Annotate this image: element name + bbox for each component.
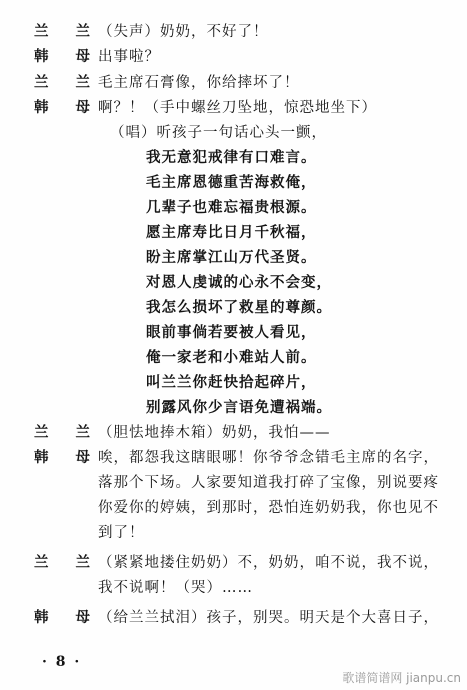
speaker-label: 兰 兰 xyxy=(34,23,102,40)
verse-line: 叫兰兰你赶快拾起碎片， xyxy=(146,374,317,391)
speaker-label: 韩 母 xyxy=(34,99,102,116)
verse-line: 盼主席掌江山万代圣贤。 xyxy=(146,249,317,266)
watermark: 歌谱简谱网 jianpu.cn xyxy=(342,671,461,685)
dialog-line: （失声）奶奶，不好了！ xyxy=(98,24,269,40)
speaker-label: 韩 母 xyxy=(34,48,102,65)
verse-line: 毛主席恩德重苦海救俺， xyxy=(146,174,317,191)
page-number: · 8 · xyxy=(42,654,82,670)
dialog-continuation: 我不说啊！（哭）…… xyxy=(98,580,253,596)
dialog-line: 毛主席石膏像，你给摔坏了！ xyxy=(98,75,300,91)
verse-line: 俺一家老和小难站人前。 xyxy=(146,349,317,366)
speaker-label: 韩 母 xyxy=(34,449,102,466)
dialog-line: （给兰兰拭泪）孩子，别哭。明天是个大喜日子， xyxy=(98,610,439,626)
verse-line: 别露风你少言语免遭祸端。 xyxy=(146,399,332,416)
dialog-line: 唉，都怨我这瞎眼哪！你爷爷念错毛主席的名字， xyxy=(98,450,439,466)
verse-line: 几辈子也难忘福贵根源。 xyxy=(146,199,317,216)
dialog-line: （紧紧地搂住奶奶）不，奶奶，咱不说，我不说， xyxy=(98,555,439,571)
sung-intro-line: （唱）听孩子一句话心头一颤， xyxy=(110,125,327,141)
speaker-label: 兰 兰 xyxy=(34,74,102,91)
dialog-line: 出事啦？ xyxy=(98,49,160,65)
dialog-line: （胆怯地捧木箱）奶奶，我怕—— xyxy=(98,425,331,441)
speaker-label: 兰 兰 xyxy=(34,554,102,571)
verse-line: 对恩人虔诚的心永不会变， xyxy=(146,274,332,291)
speaker-label: 韩 母 xyxy=(34,609,102,626)
dialog-continuation: 你爱你的婷姨，到那时，恐怕连奶奶我，你也见不 xyxy=(98,500,439,516)
verse-line: 我怎么损坏了救星的尊颜。 xyxy=(146,299,332,316)
verse-line: 眼前事倘若要被人看见， xyxy=(146,324,317,341)
dialog-line: 啊？！（手中螺丝刀坠地，惊恐地坐下） xyxy=(98,100,377,116)
verse-line: 愿主席寿比日月千秋福， xyxy=(146,224,317,241)
dialog-continuation: 到了！ xyxy=(98,525,145,541)
dialog-continuation: 落那个下场。人家要知道我打碎了宝像，别说要疼 xyxy=(98,475,439,491)
speaker-label: 兰 兰 xyxy=(34,424,102,441)
verse-line: 我无意犯戒律有口难言。 xyxy=(146,149,317,166)
